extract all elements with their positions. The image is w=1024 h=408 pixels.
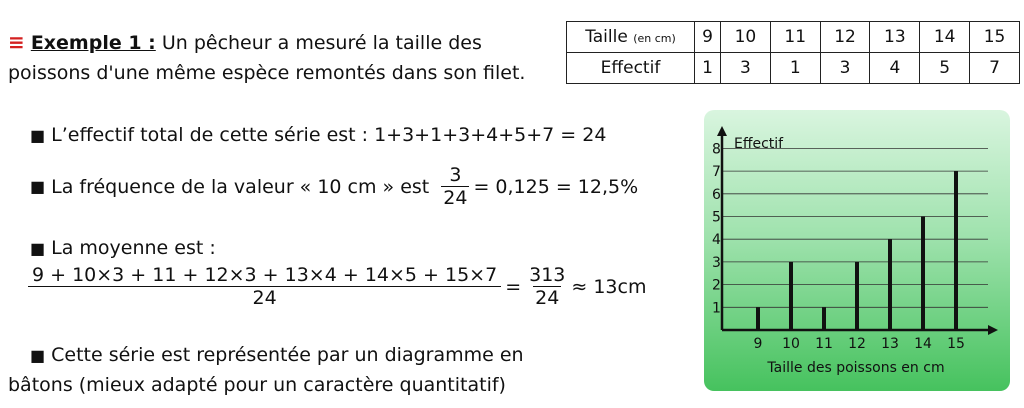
frequence-den: 24 [443,187,468,209]
chart-panel [704,110,1010,391]
effectif-cell: 4 [870,53,920,84]
y-tick-label: 7 [712,164,721,181]
x-axis-label: Taille des poissons en cm [767,360,945,376]
taille-unit: (en cm) [633,32,676,45]
moyenne-result-num: 313 [529,264,566,286]
bullet-icon: ■ [30,126,46,145]
table-row-effectif [567,53,1020,84]
x-tick-label: 12 [848,336,866,352]
y-tick-label: 8 [712,141,721,158]
effectif-cell: 3 [721,53,771,84]
moyenne-label-line [30,237,216,259]
effectif-cell: 1 [770,53,820,84]
frequence-suffix: = 0,125 = 12,5% [473,175,639,198]
moyenne-approx: ≈ 13cm [571,275,647,298]
y-axis-arrow-icon [717,126,727,136]
serie-text-1: Cette série est représentée par un diagramme en [51,344,524,366]
intro-line-2: poissons d'une même espèce remontés dans son filet. [8,62,526,84]
taille-cell: 11 [770,22,820,53]
effectif-cell: 5 [920,53,970,84]
table-row-taille [567,22,1020,53]
taille-cell: 10 [721,22,771,53]
serie-line-1 [30,344,524,366]
moyenne-fraction [30,264,499,309]
frequence-line [30,164,638,209]
effectif-cell: 7 [970,53,1020,84]
x-tick-label: 13 [881,336,899,352]
moyenne-formula [30,264,646,309]
taille-cell: 15 [970,22,1020,53]
x-tick-label: 15 [947,336,965,352]
moyenne-den: 24 [28,286,501,309]
moyenne-equals: = [505,275,522,298]
frequence-num: 3 [449,164,462,186]
table-header-taille [567,22,695,53]
y-tick-label: 1 [712,300,721,317]
y-tick-label: 4 [712,232,721,249]
bullet-icon: ■ [30,346,46,365]
moyenne-result-fraction [527,264,567,309]
bars [758,171,956,330]
x-tick-label: 10 [782,336,800,352]
serie-text-2: bâtons (mieux adapté pour un caractère quantitatif) [8,374,506,396]
y-tick-label: 3 [712,254,721,271]
taille-cell: 9 [695,22,721,53]
tick-labels [712,141,965,352]
x-tick-label: 11 [815,336,833,352]
x-axis-arrow-icon [988,325,998,335]
intro-line-1: Un pêcheur a mesuré la taille des [161,32,482,54]
moyenne-num: 9 + 10×3 + 11 + 12×3 + 13×4 + 14×5 + 15×7 [32,264,498,286]
effectif-cell: 3 [820,53,870,84]
frequence-fraction [441,164,469,209]
table-header-effectif: Effectif [567,53,695,84]
moyenne-result-den: 24 [535,287,560,309]
taille-cell: 13 [870,22,920,53]
y-tick-label: 2 [712,277,721,294]
data-table [566,21,1020,84]
effectif-total-text: L’effectif total de cette série est : 1+3+1+3+4+5+7 = 24 [51,124,607,146]
exemple-heading [8,30,482,54]
bullet-icon: ■ [30,177,46,196]
taille-label: Taille [585,27,628,47]
frequence-prefix: La fréquence de la valeur « 10 cm » est [51,175,430,198]
effectif-cell: 1 [695,53,721,84]
x-tick-label: 14 [914,336,932,352]
y-tick-label: 5 [712,209,721,226]
bullet-icon: ■ [30,239,46,258]
taille-cell: 12 [820,22,870,53]
y-axis-label: Effectif [734,136,784,152]
exemple-title: Exemple 1 : [30,32,156,54]
bar-chart [704,110,1010,391]
x-tick-label: 9 [753,336,763,352]
moyenne-label: La moyenne est : [51,237,216,259]
list-marker-icon: ≡ [8,30,25,54]
effectif-total-line [30,124,606,146]
taille-cell: 14 [920,22,970,53]
y-tick-label: 6 [712,186,721,203]
